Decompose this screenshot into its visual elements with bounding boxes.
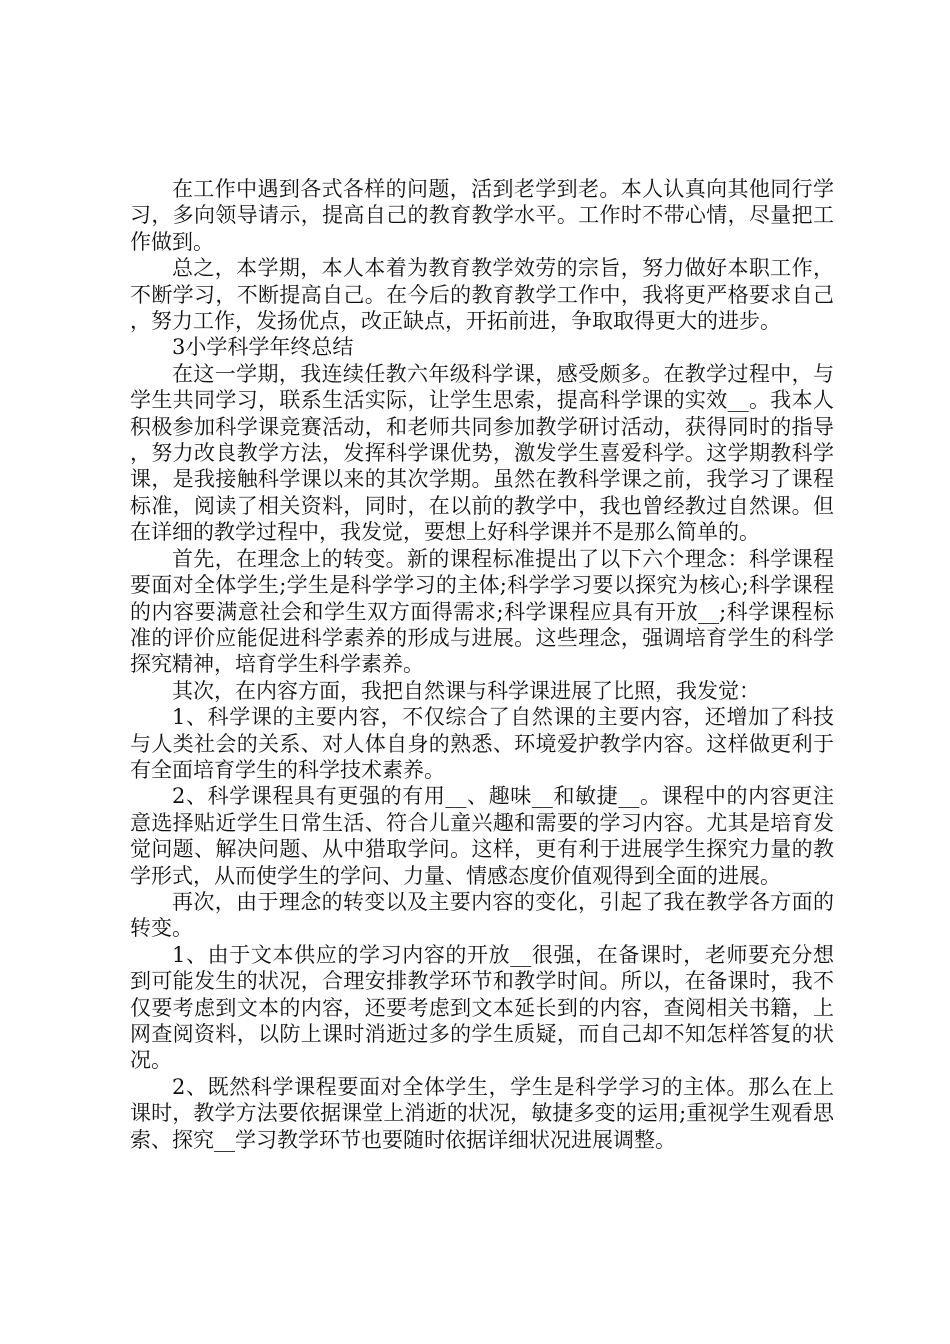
paragraph-teaching-change: 再次，由于理念的转变以及主要内容的变化，引起了我在教学各方面的转变。 (130, 889, 834, 941)
paragraph-point-2-teaching: 2、既然科学课程要面对全体学生，学生是科学学习的主体。那么在上课时，教学方法要依据课堂上消逝的状况，敏捷多变的运用;重视学生观看思索、探究__学习教学环节也要随时依据详细状况进展调整。 (130, 1074, 834, 1152)
document-body (130, 176, 834, 1153)
paragraph-point-2-content: 2、科学课程具有更强的有用__、趣味__和敏捷__。课程中的内容更注意选择贴近学生日常生活、符合儿童兴趣和需要的学习内容。尤其是培育发觉问题、解决问题、从中猎取学问。这样，更有利于进展学生探究力量的教学形式，从而使学生的学问、力量、情感态度价值观得到全面的进展。 (130, 784, 834, 888)
paragraph-point-1-content: 1、科学课的主要内容，不仅综合了自然课的主要内容，还增加了科技与人类社会的关系、对人体自身的熟悉、环境爱护教学内容。这样做更利于有全面培育学生的科学技术素养。 (130, 705, 834, 782)
paragraph-intro: 在这一学期，我连续任教六年级科学课，感受颇多。在教学过程中，与学生共同学习，联系生活实际，让学生思索，提高科学课的实效__。我本人积极参加科学课竞赛活动，和老师共同参加教学研讨活动，获得同时的指导，努力改良教学方法，发挥科学课优势，激发学生喜爱科学。这学期教科学课，是我接触科学课以来的其次学期。虽然在教科学课之前，我学习了课程标准，阅读了相关资料，同时，在以前的教学中，我也曾经教过自然课。但在详细的教学过程中，我发觉，要想上好科学课并不是那么简单的。 (130, 361, 834, 545)
paragraph-concept-change: 首先，在理念上的转变。新的课程标准提出了以下六个理念：科学课程要面对全体学生;学生是科学学习的主体;科学学习要以探究为核心;科学课程的内容要满意社会和学生双方面得需求;科学课程应具有开放__;科学课程标准的评价应能促进科学素养的形成与进展。这些理念，强调培育学生的科学探究精神，培育学生科学素养。 (130, 546, 834, 677)
paragraph-work-attitude: 在工作中遇到各式各样的问题，活到老学到老。本人认真向其他同行学习，多向领导请示，提高自己的教育教学水平。工作时不带心情，尽量把工作做到。 (130, 177, 834, 254)
paragraph-point-1-teaching: 1、由于文本供应的学习内容的开放__很强，在备课时，老师要充分想到可能发生的状况，合理安排教学环节和教学时间。所以，在备课时，我不仅要考虑到文本的内容，还要考虑到文本延长到的内容，查阅相关书籍，上网查阅资料，以防上课时消逝过多的学生质疑，而自己却不知怎样答复的状况。 (130, 942, 834, 1073)
paragraph-content-comparison: 其次，在内容方面，我把自然课与科学课进展了比照，我发觉： (172, 678, 760, 703)
paragraph-semester-summary: 总之，本学期，本人本着为教育教学效劳的宗旨，努力做好本职工作，不断学习，不断提高自己。在今后的教育教学工作中，我将更严格要求自己，努力工作，发扬优点，改正缺点，开拓前进，争取取得更大的进步。 (130, 256, 834, 334)
section-heading: 3小学科学年终总结 (172, 335, 354, 360)
